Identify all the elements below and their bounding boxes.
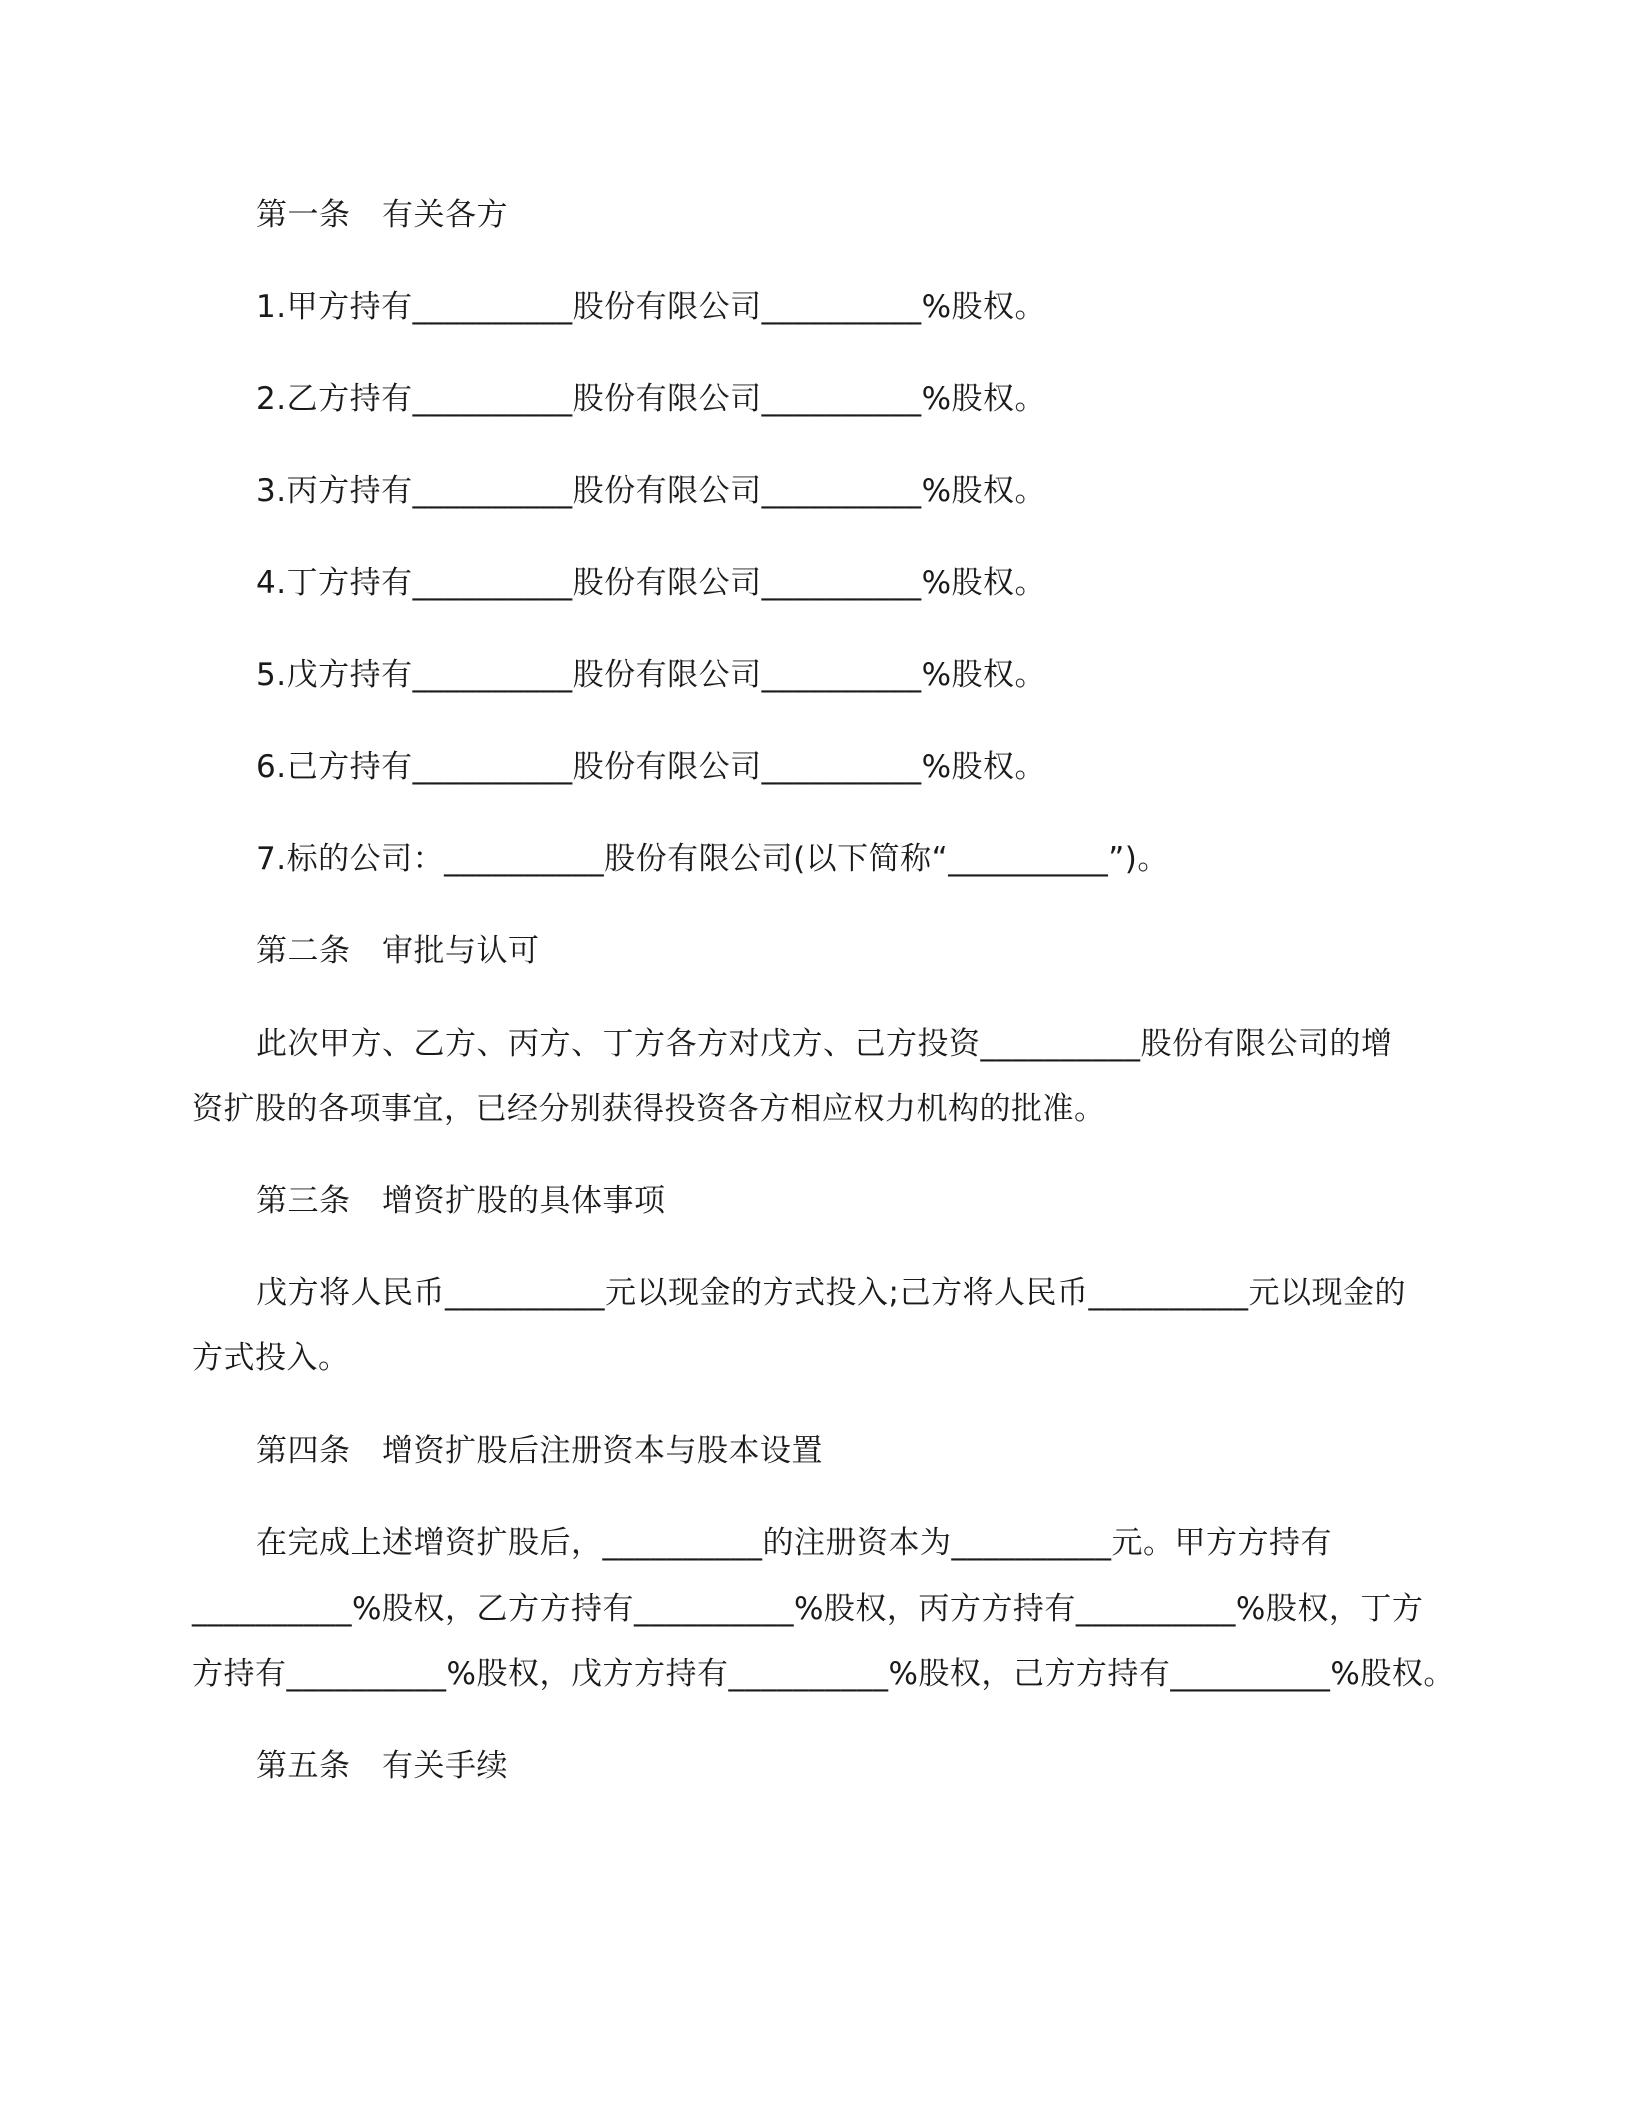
article-2-heading: 第二条 审批与认可 <box>256 933 540 969</box>
article-4-line-1: 在完成上述增资扩股后，__________的注册资本为__________元。甲方方持有 <box>256 1525 1332 1561</box>
article-3-heading: 第三条 增资扩股的具体事项 <box>256 1183 666 1219</box>
article-4-line-2: __________%股权，乙方方持有__________%股权，丙方方持有__________%股权，丁方 <box>192 1591 1424 1627</box>
article-1-item-6: 6.己方持有__________股份有限公司__________%股权。 <box>256 749 1047 785</box>
article-3-line-2: 方式投入。 <box>192 1340 350 1376</box>
article-1-heading: 第一条 有关各方 <box>256 197 508 233</box>
article-4-line-3: 方持有__________%股权，戊方方持有__________%股权，己方方持有__________%股权。 <box>192 1656 1455 1692</box>
article-1-item-5: 5.戊方持有__________股份有限公司__________%股权。 <box>256 657 1047 693</box>
article-1-item-4: 4.丁方持有__________股份有限公司__________%股权。 <box>256 565 1047 601</box>
article-1-item-2: 2.乙方持有__________股份有限公司__________%股权。 <box>256 381 1047 417</box>
article-1-item-7: 7.标的公司：__________股份有限公司(以下简称“__________”)。 <box>256 841 1169 877</box>
article-3-line-1: 戊方将人民币__________元以现金的方式投入;己方将人民币__________元以现金的 <box>256 1275 1406 1311</box>
article-1-item-3: 3.丙方持有__________股份有限公司__________%股权。 <box>256 473 1047 509</box>
article-5-heading: 第五条 有关手续 <box>256 1748 508 1784</box>
article-4-heading: 第四条 增资扩股后注册资本与股本设置 <box>256 1433 823 1469</box>
article-2-line-1: 此次甲方、乙方、丙方、丁方各方对戊方、己方投资__________股份有限公司的增 <box>256 1026 1393 1062</box>
article-2-line-2: 资扩股的各项事宜，已经分别获得投资各方相应权力机构的批准。 <box>192 1091 1106 1127</box>
article-1-item-1: 1.甲方持有__________股份有限公司__________%股权。 <box>256 289 1047 325</box>
